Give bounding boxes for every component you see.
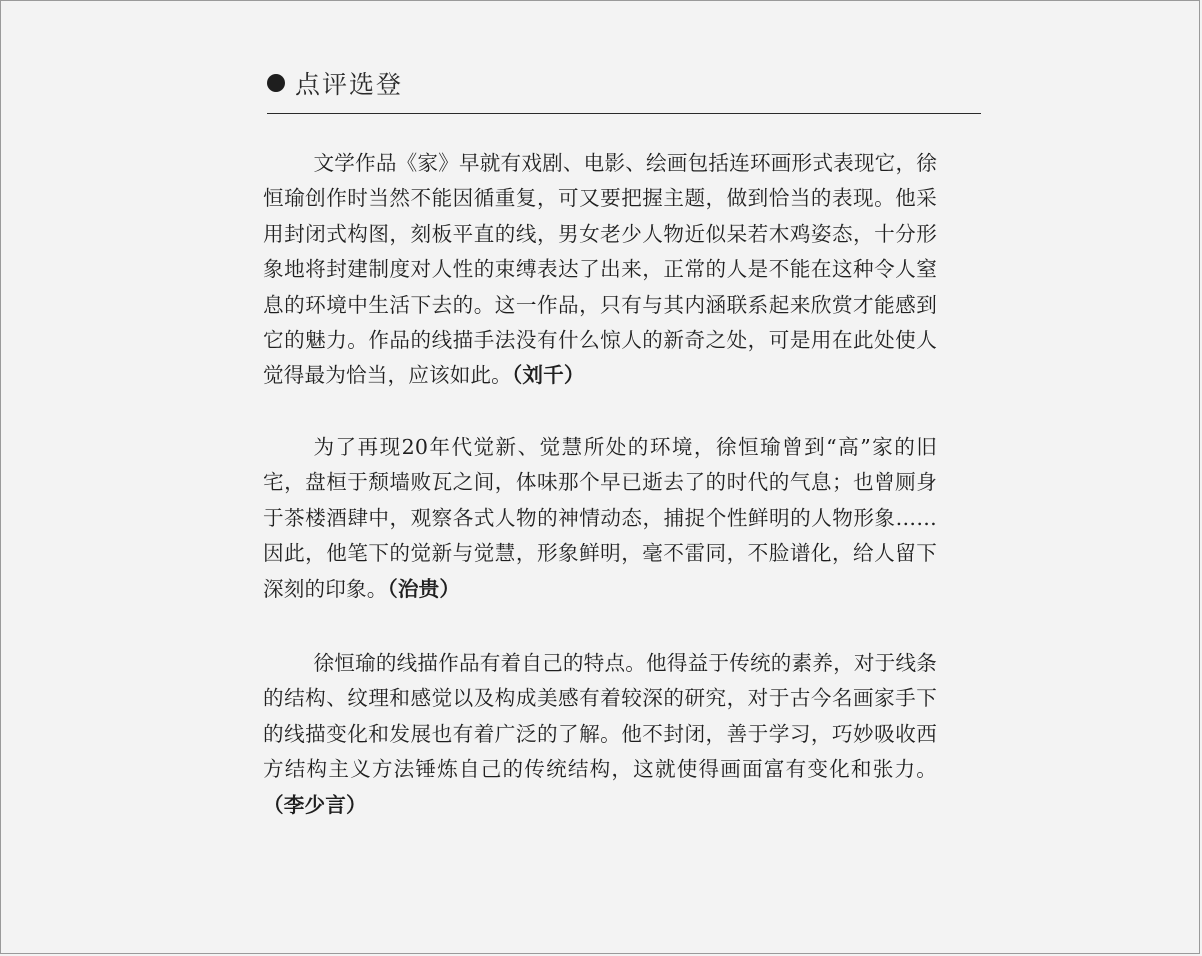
comment-paragraph bbox=[263, 146, 937, 394]
comment-paragraph bbox=[263, 430, 937, 607]
critic-name: （治贵） bbox=[387, 576, 461, 601]
section-title: 点评选登 bbox=[295, 70, 404, 99]
comment-text: 徐恒瑜的线描作品有着自己的特点。他得益于传统的素养，对于线条的结构、纹理和感觉以及构成美感有着较深的研究，对于古今名画家手下的线描变化和发展也有着广泛的了解。他不封闭，善于学习，巧妙吸收西方结构主义方法锤炼自己的传统结构，这就使得画面富有变化和张力。 bbox=[263, 651, 937, 782]
critic-name: （刘千） bbox=[511, 363, 585, 388]
bullet-icon bbox=[267, 74, 285, 92]
critic-name: （李少言） bbox=[263, 792, 367, 817]
comment-text: 为了再现20年代觉新、觉慧所处的环境，徐恒瑜曾到“高”家的旧宅，盘桓于颓墙败瓦之间，体味那个早已逝去了的时代的气息；也曾厕身于茶楼酒肆中，观察各式人物的神情动态，捕捉个性鲜明的人物形象……因此，他笔下的觉新与觉慧，形象鲜明，毫不雷同，不脸谱化，给人留下深刻的印象。 bbox=[263, 435, 937, 601]
header-divider bbox=[267, 113, 981, 114]
comment-paragraph bbox=[263, 646, 937, 823]
comment-text: 文学作品《家》早就有戏剧、电影、绘画包括连环画形式表现它，徐恒瑜创作时当然不能因循重复，可又要把握主题，做到恰当的表现。他采用封闭式构图，刻板平直的线，男女老少人物近似呆若木鸡姿态，十分形象地将封建制度对人性的束缚表达了出来，正常的人是不能在这种令人窒息的环境中生活下去的。这一作品，只有与其内涵联系起来欣赏才能感到它的魅力。作品的线描手法没有什么惊人的新奇之处，可是用在此处使人觉得最为恰当，应该如此。 bbox=[263, 151, 937, 388]
